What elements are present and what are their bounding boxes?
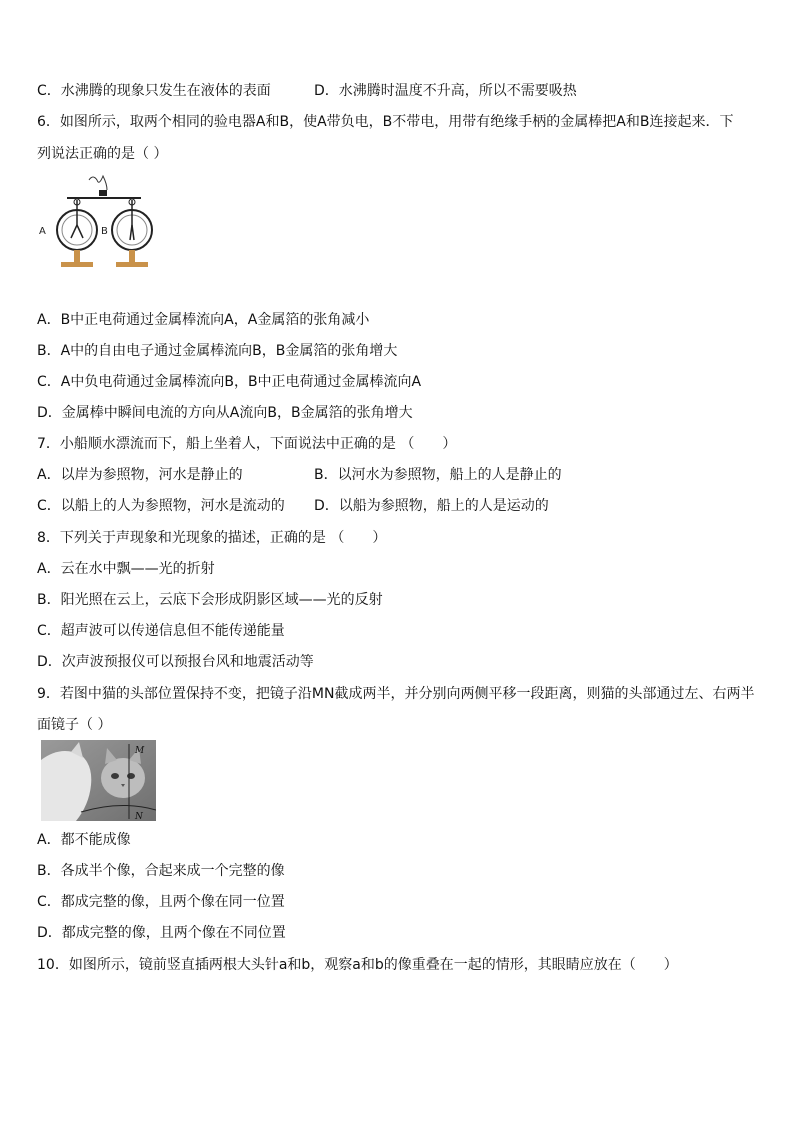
q8-option-c: C．超声波可以传递信息但不能传递能量	[37, 623, 285, 639]
cat-mirror-photo	[41, 740, 156, 821]
q9-option-c: C．都成完整的像，且两个像在同一位置	[37, 894, 285, 910]
q8-option-a: A．云在水中飘——光的折射	[37, 561, 215, 577]
q5-option-c: C．水沸腾的现象只发生在液体的表面	[37, 83, 271, 99]
q6-stem-line1: 6．如图所示，取两个相同的验电器A和B，使A带负电，B不带电，用带有绝缘手柄的金属棒把A和B连接起来．下	[37, 114, 734, 130]
q8-option-b: B．阳光照在云上，云底下会形成阴影区域——光的反射	[37, 592, 383, 608]
q9-option-b: B．各成半个像，合起来成一个完整的像	[37, 863, 285, 879]
q8-option-d: D．次声波预报仪可以预报台风和地震活动等	[37, 654, 314, 670]
q9-stem-line2: 面镜子（ ）	[37, 717, 112, 733]
label-m: M	[135, 746, 145, 756]
label-n: N	[135, 812, 143, 821]
q7-option-b: B．以河水为参照物，船上的人是静止的	[314, 467, 562, 483]
cat-mirror-image	[41, 740, 156, 821]
q6-option-d: D．金属棒中瞬间电流的方向从A流向B，B金属箔的张角增大	[37, 405, 413, 421]
electroscope-diagram	[37, 170, 157, 270]
electroscope-figure	[37, 170, 157, 270]
q9-stem-line1: 9．若图中猫的头部位置保持不变，把镜子沿MN截成两半，并分别向两侧平移一段距离，则猫的头部通过左、右两半	[37, 686, 755, 702]
q6-option-a: A．B中正电荷通过金属棒流向A，A金属箔的张角减小	[37, 312, 370, 328]
label-b: B	[101, 226, 108, 237]
q5-option-d: D．水沸腾时温度不升高，所以不需要吸热	[314, 83, 577, 99]
q7-option-d: D．以船为参照物，船上的人是运动的	[314, 498, 549, 514]
q7-stem: 7．小船顺水漂流而下，船上坐着人，下面说法中正确的是 （ ）	[37, 436, 457, 452]
q9-option-d: D．都成完整的像，且两个像在不同位置	[37, 925, 286, 941]
label-a: A	[39, 226, 46, 237]
q6-stem-line2: 列说法正确的是（ ）	[37, 146, 168, 162]
q7-option-a: A．以岸为参照物，河水是静止的	[37, 467, 243, 483]
q6-option-b: B．A中的自由电子通过金属棒流向B，B金属箔的张角增大	[37, 343, 398, 359]
q7-option-c: C．以船上的人为参照物，河水是流动的	[37, 498, 285, 514]
q9-option-a: A．都不能成像	[37, 832, 131, 848]
q10-stem: 10．如图所示，镜前竖直插两根大头针a和b，观察a和b的像重叠在一起的情形，其眼睛应放在（ ）	[37, 957, 678, 973]
q6-option-c: C．A中负电荷通过金属棒流向B，B中正电荷通过金属棒流向A	[37, 374, 422, 390]
q8-stem: 8．下列关于声现象和光现象的描述，正确的是 （ ）	[37, 530, 387, 546]
